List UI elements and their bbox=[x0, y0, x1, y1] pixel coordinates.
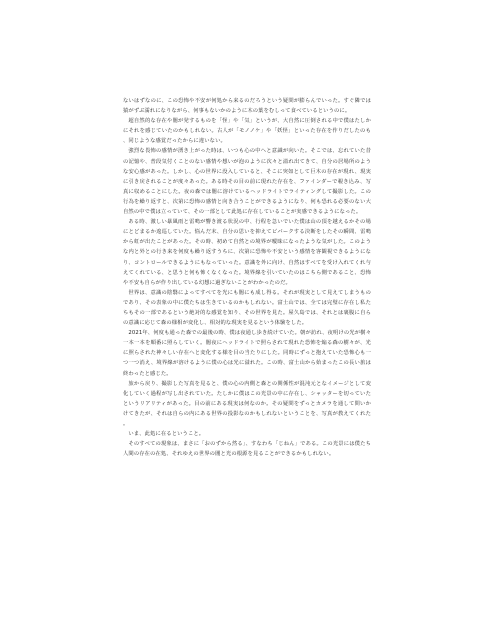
paragraph: そのすべての現象は、まさに「おのずから然る」、すなわち「じねん」である。この光景には僕たち人間の存在の在処、それゆえの世界の闇と光の根源を見ることができるかもしれない。 bbox=[123, 441, 371, 458]
paragraph: ないはずなのに、この恐怖や不安が何処から来るのだろうという疑問が膨らんでいった。すぐ隣では猿がずぶ濡れになりながら、何事もないかのように木の葉をむしって食べているというのに。 bbox=[123, 98, 371, 115]
paragraph: 旅から戻り、撮影した写真を見ると、僕の心の内側と森との関係性が混沌元となイメージとして変化していく過程が写し出されていた。たしかに僕はこの光景の中に存在し、シャッターを切っていたというリアリティがあった。目の前にある現実は何なのか。その疑問をずっとカメラを通して問いかけてきたが、それは自らの内にある世界の投影なのかもしれないということを、写真が教えてくれた。 bbox=[123, 380, 371, 427]
body-text bbox=[123, 96, 371, 459]
paragraph: 世界は、意識の陰翳によってすべてを光にも闇にも成し得る。それが現実として見えてしまうものであり、その表象の中に僕たちは生きているのかもしれない。富士山では、全ては完璧に存在し私たちもその一部であるという絶対的な感覚を知り、その世界を見た。屋久島では、それとは裏腹に自らの意識に応じて森の様相が変化し、相対的な現実を見るという体験をした。 bbox=[123, 289, 371, 327]
paragraph: 強烈な畏怖の感情が湧き上がった時は、いつも心の中へと意識が向いた。そこでは、忘れていた昔の記憶や、普段気付くことのない感情や想いが泡のように次々と溢れ出てきて、自分の居場所のような安心感があった。しかし、心の世界に没入していると、そこに突如として巨木の存在が現れ、現実に引き戻されることが度々あった。ある時その目の前に現れた存在を、ファインダーで覗き込み、写真に収めることにした。夜の森では闇に溶けているヘッドライトでライティングして撮影した。この行為を繰り返すと、次第に恐怖の感情と向き合うことができるようになり、何も恐れる必要のない大自然の中で僕は立っていて、その一部として此処に存在していることが実感できるようになった。 bbox=[123, 148, 371, 216]
paragraph: ある時、激しい暴風雨と雷鳴が響き渡る状況の中、行程を急いでいた僕は山の頂を越えるかその場にとどまるか逡巡していた。悩んだ末、自分の思いを抑えてビバークする決断をしたその瞬間、雷鳴から虹が出たことがあった。その時、初めて自然との境界が曖昧になったような気がした。このような内と外との行き来を何度も繰り返すうちに、次第に恐怖や不安という感情を客観視できるようになり、コントロールできるようにもなっていった。意識を外に向け、自然はすべてを受け入れてくれ与えてくれている、と思うと何も怖くなくなった。境界線を引いていたのはこちら側であること、恐怖や不安も自らが作り出している幻想に過ぎないことがわかったのだ。 bbox=[123, 219, 371, 286]
paragraph: いま、此処に在るということ。 bbox=[128, 431, 205, 438]
paragraph: 超自然的な存在や闇が発するものを「怪」や「気」というが、大自然に圧倒される中で僕はたしかにそれを感じていたのかもしれない。古人が「モノノケ」や「妖怪」といった存在を作りだしたのも、同じような感覚だったからに違いない。 bbox=[123, 118, 371, 145]
paragraph: 2021年、何度も通った森での最後の時、僕は夜通し歩き続けていた。朝が訪れ、夜明けの光が樹々一本一本を順番に照らしていく。闇夜にヘッドライトで照らされて現れた恐怖を煽る森の樹々が、光に照らされた神々しい存在へと変化する様を目の当たりにした。同時にずっと抱えていた恐怖心も一つ一つ消え、境界線が溶けるように僕の心は光に溢れた。この時、富士山から始まったこの長い旅は終わったと感じた。 bbox=[123, 330, 371, 377]
